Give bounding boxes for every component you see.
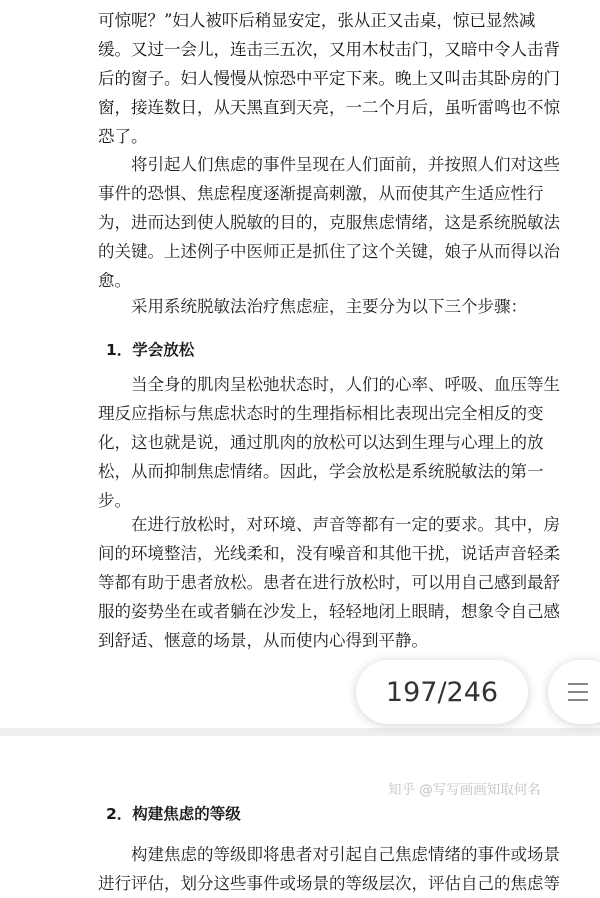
paragraph-story-end	[98, 6, 560, 151]
text-line: 为，进而达到使人脱敏的目的，克服焦虑情绪，这是系统脱敏法	[98, 213, 560, 232]
section-heading-relax: 1．学会放松	[106, 341, 195, 359]
page-divider	[0, 728, 600, 736]
book-page-198	[0, 736, 600, 896]
text-line: 进行评估，划分这些事件或场景的等级层次，评估自己的焦虑等	[98, 874, 560, 893]
paragraph-three-steps	[98, 292, 527, 321]
text-line: 化，这也就是说，通过肌肉的放松可以达到生理与心理上的放	[98, 433, 544, 452]
text-line: 当全身的肌肉呈松弛状态时，人们的心率、呼吸、血压等生	[131, 375, 560, 394]
text-line: 愈。	[98, 271, 131, 290]
paragraph-relax-environment	[98, 510, 560, 655]
watermark-text: 知乎 @写写画画知取何名	[388, 782, 541, 798]
text-line: 事件的恐惧、焦虑程度逐渐提高刺激，从而使其产生适应性行	[98, 184, 544, 203]
text-line: 等都有助于患者放松。患者在进行放松时，可以用自己感到最舒	[98, 573, 560, 592]
paragraph-hierarchy	[98, 840, 560, 898]
text-line: 缓。又过一会儿，连击三五次，又用木杖击门，又暗中令人击背	[98, 40, 560, 59]
text-line: 服的姿势坐在或者躺在沙发上，轻轻地闭上眼睛，想象令自己感	[98, 602, 560, 621]
text-line: 将引起人们焦虑的事件呈现在人们面前，并按照人们对这些	[131, 155, 560, 174]
text-line: 采用系统脱敏法治疗焦虑症，主要分为以下三个步骤：	[131, 297, 527, 316]
page-number-indicator[interactable]	[356, 660, 528, 724]
text-line: 窗，接连数日，从天黑直到天亮，一二个月后，虽听雷鸣也不惊	[98, 98, 560, 117]
text-line: 的关键。上述例子中医师正是抓住了这个关键，娘子从而得以治	[98, 242, 560, 261]
text-line: 步。	[98, 491, 131, 510]
paragraph-relax-physiology	[98, 370, 560, 515]
section-heading-hierarchy: 2．构建焦虑的等级	[106, 805, 241, 823]
text-line: 松，从而抑制焦虑情绪。因此，学会放松是系统脱敏法的第一	[98, 462, 544, 481]
text-line: 可惊呢？”妇人被吓后稍显安定，张从正又击桌，惊已显然减	[98, 11, 536, 30]
text-line: 到舒适、惬意的场景，从而使内心得到平静。	[98, 631, 428, 650]
text-line: 间的环境整洁，光线柔和，没有噪音和其他干扰，说话声音轻柔	[98, 544, 560, 563]
text-line: 构建焦虑的等级即将患者对引起自己焦虑情绪的事件或场景	[131, 845, 560, 864]
text-line: 后的窗子。妇人慢慢从惊恐中平定下来。晚上又叫击其卧房的门	[98, 69, 560, 88]
page-number-label: 197/246	[385, 676, 499, 708]
text-line: 理反应指标与焦虑状态时的生理指标相比表现出完全相反的变	[98, 404, 544, 423]
text-line: 恐了。	[98, 127, 148, 146]
paragraph-desensitization-key	[98, 150, 560, 295]
text-line: 在进行放松时，对环境、声音等都有一定的要求。其中，房	[131, 515, 560, 534]
